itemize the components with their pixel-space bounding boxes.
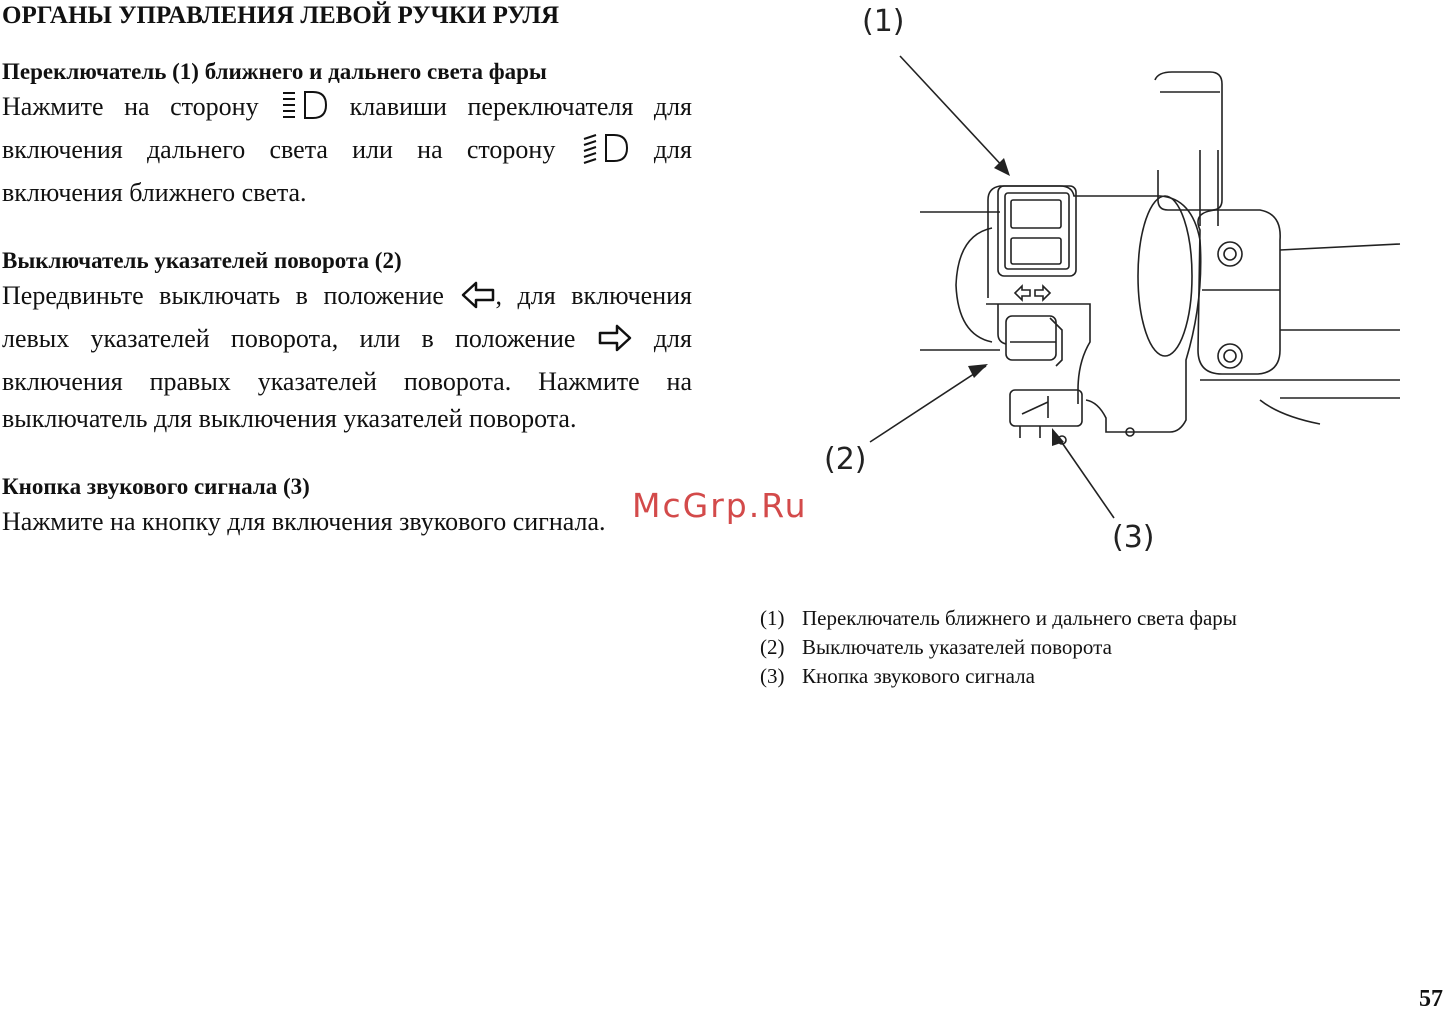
page-title: ОРГАНЫ УПРАВЛЕНИЯ ЛЕВОЙ РУЧКИ РУЛЯ <box>2 2 560 29</box>
legend-item <box>760 604 1237 633</box>
legend-item <box>760 633 1237 662</box>
dimmer-text-part-1: Нажмите на сторону <box>2 92 259 121</box>
page-number: 57 <box>1419 986 1443 1012</box>
dimmer-text-part-2: клавиши переключателя для включения дальнего света или на сторону <box>2 92 693 164</box>
legend-item-label: Выключатель указателей поворота <box>802 635 1112 659</box>
turn-text-part-2: , для включения левых указателей поворота, или в положение <box>2 281 692 353</box>
right-arrow-icon <box>597 323 633 363</box>
legend-item-label: Кнопка звукового сигнала <box>802 664 1035 688</box>
callout-3: (3) <box>1112 520 1155 555</box>
legend-item-number: (3) <box>760 664 785 688</box>
dimmer-text-part-3: для включения ближнего света. <box>2 135 692 207</box>
turn-text-part-1: Передвиньте выключать в положение <box>2 281 444 310</box>
section-text-horn: Нажмите на кнопку для включения звукового сигнала. <box>2 507 606 536</box>
section-heading-horn: Кнопка звукового сигнала (3) <box>2 474 310 499</box>
legend-item <box>760 662 1237 691</box>
legend-item-number: (2) <box>760 635 785 659</box>
section-horn-button <box>2 471 692 540</box>
handlebar-drawing <box>760 0 1450 600</box>
left-arrow-icon <box>460 280 496 320</box>
section-heading-turn: Выключатель указателей поворота (2) <box>2 248 402 273</box>
legend-item-number: (1) <box>760 606 785 630</box>
text-column <box>2 56 692 574</box>
section-turn-signal-switch <box>2 245 692 437</box>
high-beam-icon <box>279 89 329 131</box>
legend-item-label: Переключатель ближнего и дальнего света фары <box>802 606 1237 630</box>
section-dimmer-switch <box>2 56 692 211</box>
low-beam-icon <box>580 132 630 174</box>
section-text-turn <box>2 277 692 437</box>
section-text-dimmer <box>2 88 692 211</box>
watermark: McGrp.Ru <box>632 486 808 525</box>
section-heading-dimmer: Переключатель (1) ближнего и дальнего света фары <box>2 59 547 84</box>
callout-1: (1) <box>862 4 905 39</box>
callout-2: (2) <box>824 442 867 477</box>
handlebar-switch-illustration <box>760 0 1450 600</box>
turn-text-part-3: для включения правых указателей поворота. Нажмите на выключатель для выключения указателей поворота. <box>2 324 692 433</box>
figure-legend <box>760 604 1237 691</box>
